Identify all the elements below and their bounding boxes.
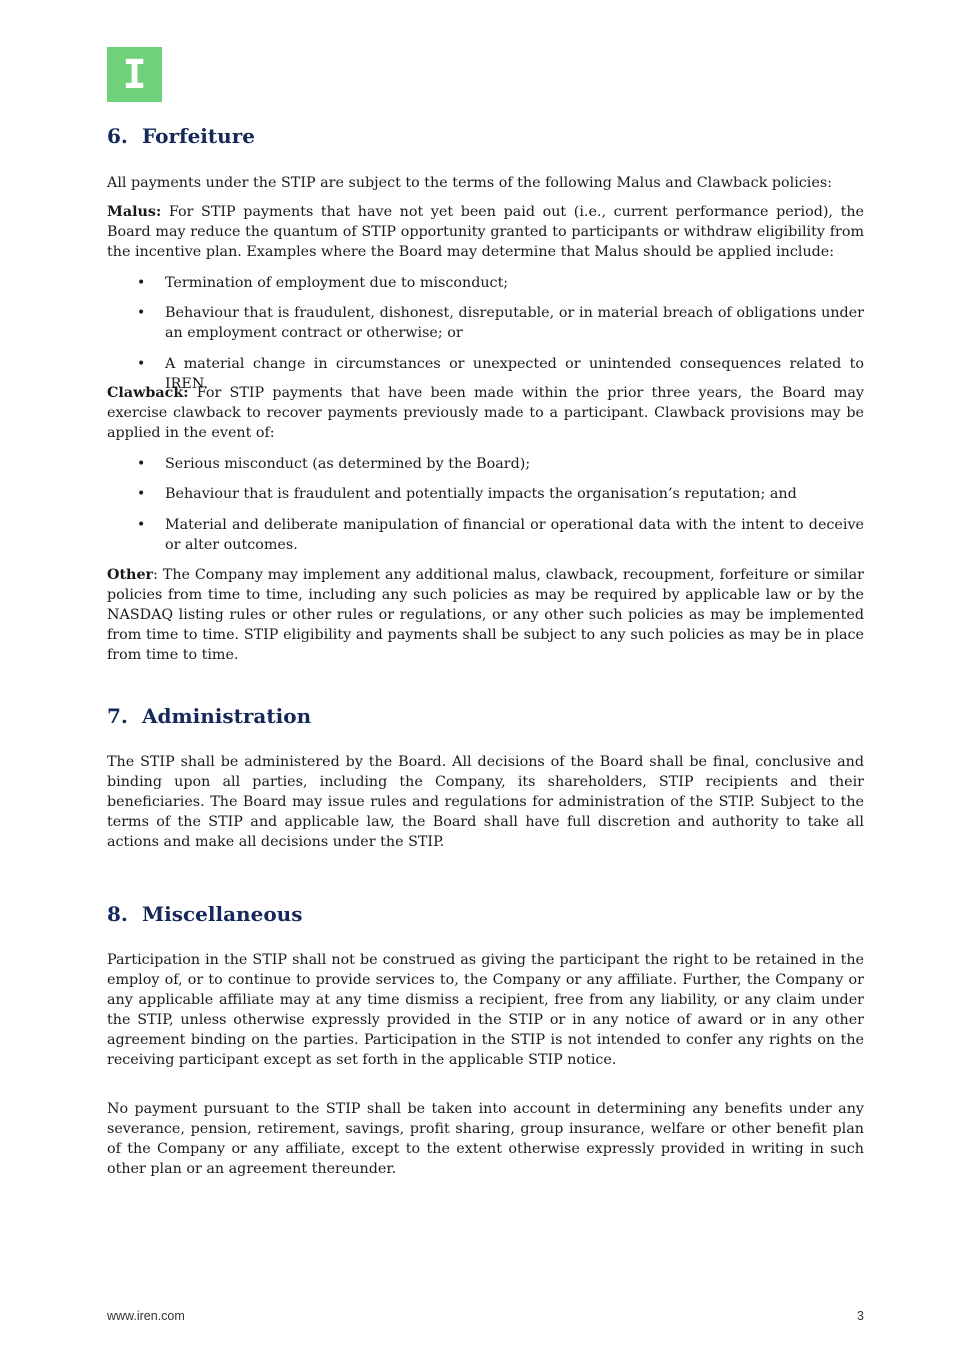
bullet-icon: • [137, 517, 146, 533]
bullet-icon: • [137, 486, 146, 502]
malus-text: For STIP payments that have not yet been paid out (i.e., current performance period), the Board may reduce the quantum of STIP opportunity granted to participants or withdraw eligibility from the incentive plan. Examples where the Board may determine that Malus should be applied include: [107, 204, 864, 260]
iren-logo [107, 47, 162, 102]
list-item [137, 454, 864, 474]
section-title-miscellaneous [107, 902, 864, 926]
list-item-text: Material and deliberate manipulation of financial or operational data with the intent to deceive or alter outcomes. [165, 517, 864, 553]
section-number: 8. [107, 902, 128, 926]
page-number: 3 [857, 1309, 864, 1323]
malus-paragraph [107, 202, 864, 262]
list-item [137, 273, 864, 293]
section-title-forfeiture [107, 124, 864, 148]
clawback-label: Clawback: [107, 385, 189, 401]
footer-url: www.iren.com [107, 1309, 185, 1323]
section-number: 7. [107, 704, 128, 728]
clawback-paragraph [107, 383, 864, 443]
section-heading: Administration [142, 704, 312, 728]
clawback-text: For STIP payments that have been made within the prior three years, the Board may exercise clawback to recover payments previously made to a participant. Clawback provisions may be applied in the event of: [107, 385, 864, 441]
administration-paragraph: The STIP shall be administered by the Board. All decisions of the Board shall be final, conclusive and binding upon all parties, including the Company, its shareholders, STIP recipients and their beneficiaries. The Board may issue rules and regulations for administration of the STIP. Subject to the terms of the STIP and applicable law, the Board shall have full discretion and authority to take all actions and make all decisions under the STIP. [107, 754, 864, 850]
bullet-icon: • [137, 456, 146, 472]
section-number: 6. [107, 124, 128, 148]
section-heading: Forfeiture [142, 124, 255, 148]
bullet-icon: • [137, 275, 146, 291]
other-label: Other [107, 567, 154, 583]
other-paragraph [107, 565, 864, 665]
other-text: : The Company may implement any additional malus, clawback, recoupment, forfeiture or similar policies from time to time, including any such policies as may be required by applicable law or by the NASDAQ listing rules or other rules or regulations, or any other such policies as may be implemented from time to time. STIP eligibility and payments shall be subject to any such policies as may be in place from time to time. [107, 567, 864, 663]
malus-label: Malus: [107, 204, 162, 220]
list-item-text: Behaviour that is fraudulent and potentially impacts the organisation’s reputation; and [165, 486, 797, 502]
miscellaneous-paragraph-1: Participation in the STIP shall not be construed as giving the participant the right to be retained in the employ of, or to continue to provide services to, the Company or any affiliate. Further, the Company or any applicable affiliate may at any time dismiss a recipient, free from any liability, or any claim under the STIP, unless otherwise expressly provided in the STIP or in any notice of award or in any other agreement binding on the parties. Participation in the STIP is not intended to confer any rights on the receiving participant except as set forth in the applicable STIP notice. [107, 952, 864, 1068]
list-item-text: Behaviour that is fraudulent, dishonest, disreputable, or in material breach of obligations under an employment contract or otherwise; or [165, 305, 864, 341]
list-item [137, 515, 864, 555]
bullet-icon: • [137, 356, 146, 372]
list-item-text: Termination of employment due to misconduct; [165, 275, 509, 291]
section-heading: Miscellaneous [142, 902, 303, 926]
logo-letter: I [122, 51, 147, 98]
list-item-text: A material change in circumstances or unexpected or unintended consequences related to IREN. [165, 356, 864, 392]
list-item [137, 484, 864, 504]
list-item-text: Serious misconduct (as determined by the Board); [165, 456, 531, 472]
forfeiture-intro: All payments under the STIP are subject to the terms of the following Malus and Clawback policies: [107, 175, 832, 191]
bullet-icon: • [137, 305, 146, 321]
list-item [137, 303, 864, 343]
miscellaneous-paragraph-2: No payment pursuant to the STIP shall be taken into account in determining any benefits under any severance, pension, retirement, savings, profit sharing, group insurance, welfare or other benefit plan of the Company or any affiliate, except to the extent otherwise expressly provided in writing in such other plan or an agreement thereunder. [107, 1101, 864, 1177]
section-title-administration [107, 704, 864, 728]
